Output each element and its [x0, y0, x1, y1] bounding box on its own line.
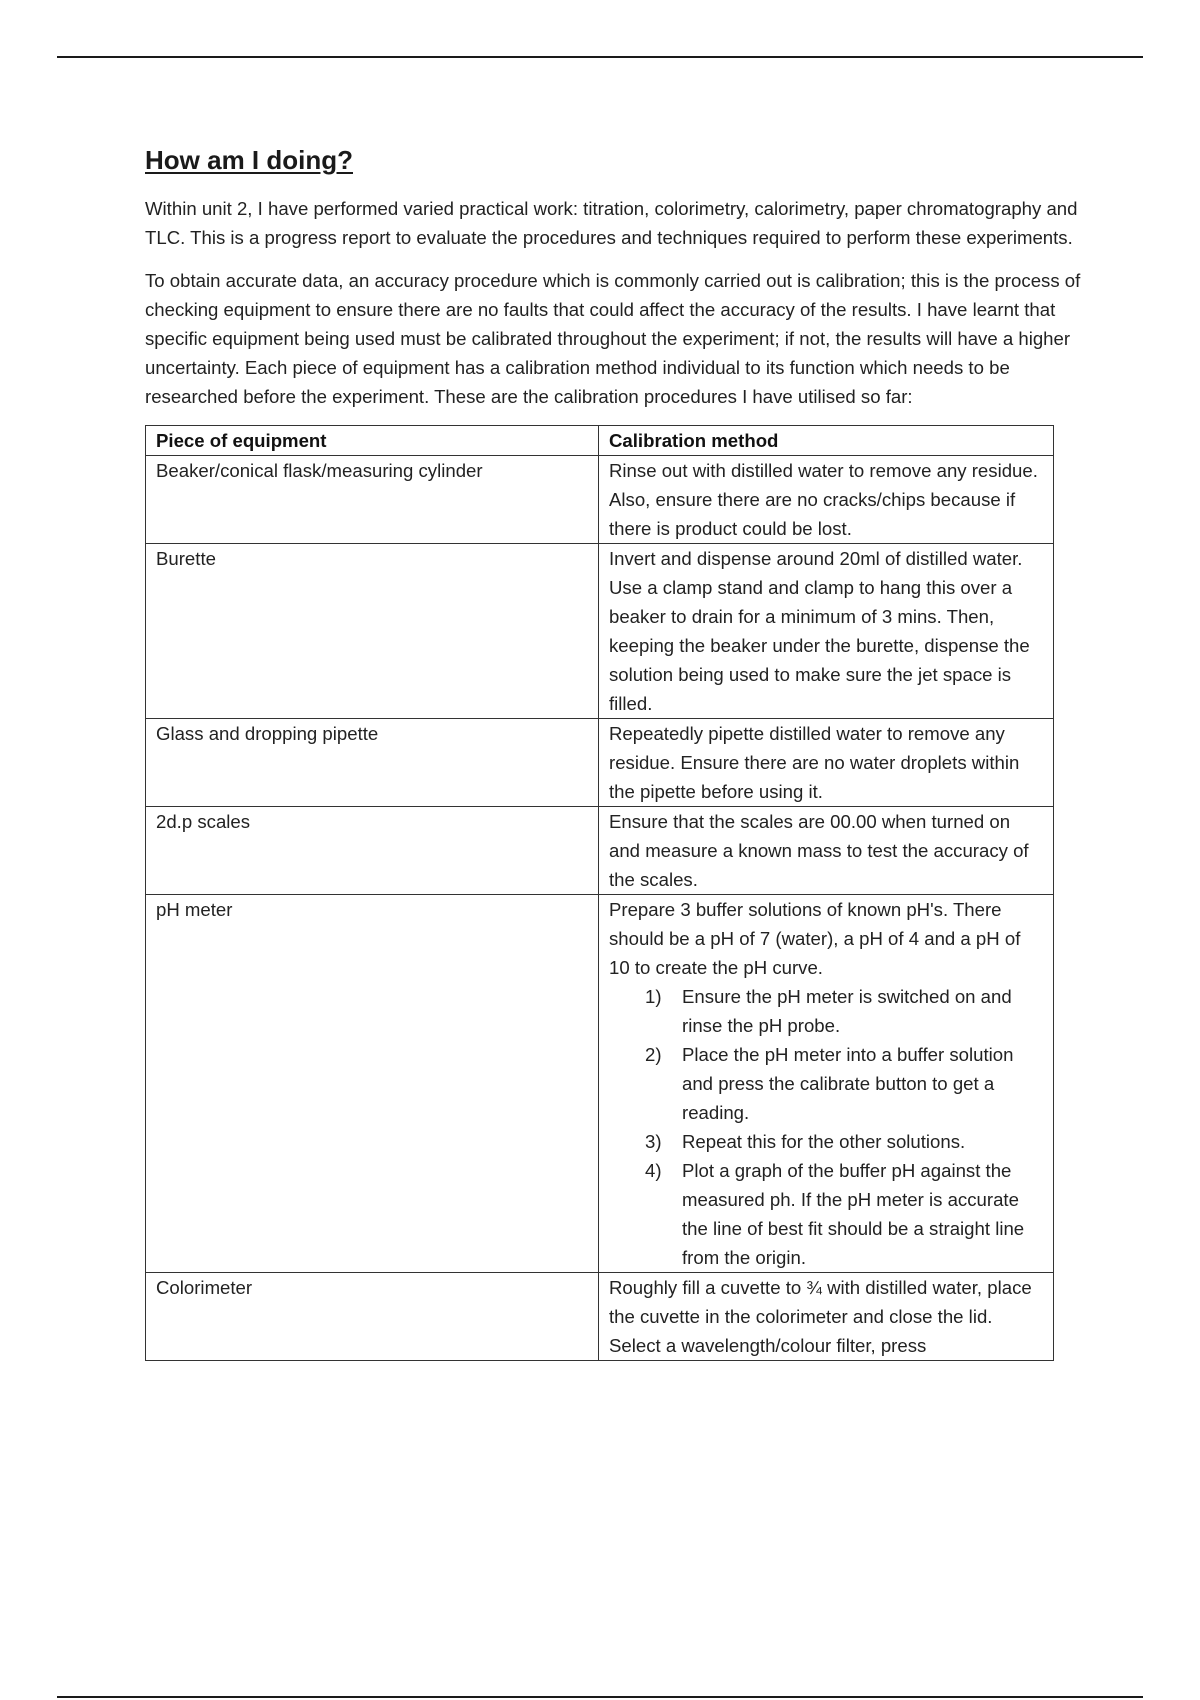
table-row: [146, 806, 1054, 894]
table-row: [146, 543, 1054, 718]
table-row: [146, 718, 1054, 806]
header-rule: [57, 56, 1143, 58]
intro-paragraph: Within unit 2, I have performed varied practical work: titration, colorimetry, calorimetry, paper chromatography and TLC. This is a progress report to evaluate the procedures and techniques required to perform these experiments.: [145, 197, 1078, 248]
column-header-method: Calibration method: [599, 425, 1054, 455]
method-cell: Repeatedly pipette distilled water to remove any residue. Ensure there are no water droplets within the pipette before using it.: [599, 718, 1054, 806]
equipment-cell: Burette: [146, 543, 599, 718]
method-cell: Ensure that the scales are 00.00 when turned on and measure a known mass to test the accuracy of the scales.: [599, 806, 1054, 894]
step-number: 3): [645, 1130, 662, 1152]
equipment-cell: Beaker/conical flask/measuring cylinder: [146, 455, 599, 543]
page-title: How am I doing?: [145, 145, 353, 175]
equipment-cell: 2d.p scales: [146, 806, 599, 894]
calibration-paragraph: To obtain accurate data, an accuracy procedure which is commonly carried out is calibration; this is the process of checking equipment to ensure there are no faults that could affect the accuracy of the results. I have learnt that specific equipment being used must be calibrated throughout the experiment; if not, the results will have a higher uncertainty. Each piece of equipment has a calibration method individual to its function which needs to be researched before the experiment. These are the calibration procedures I have utilised so far:: [145, 269, 1081, 407]
method-cell: Invert and dispense around 20ml of distilled water. Use a clamp stand and clamp to hang this over a beaker to drain for a minimum of 3 mins. Then, keeping the beaker under the burette, dispense the solution being used to make sure the jet space is filled.: [599, 543, 1054, 718]
list-item: [609, 982, 1043, 1040]
document-body: [145, 144, 1085, 1361]
method-text: Prepare 3 buffer solutions of known pH's. There should be a pH of 7 (water), a pH of 4 and a pH of 10 to create the pH curve.: [609, 898, 1021, 978]
equipment-cell: pH meter: [146, 894, 599, 1272]
step-text: Plot a graph of the buffer pH against the measured ph. If the pH meter is accurate the line of best fit should be a straight line from the origin.: [682, 1159, 1025, 1268]
calibration-table: [145, 425, 1054, 1361]
list-item: [609, 1040, 1043, 1127]
step-number: 2): [645, 1043, 662, 1065]
step-number: 1): [645, 985, 662, 1007]
step-text: Place the pH meter into a buffer solution and press the calibrate button to get a reading.: [682, 1043, 1014, 1123]
method-cell: [599, 894, 1054, 1272]
step-text: Repeat this for the other solutions.: [682, 1130, 966, 1152]
list-item: [609, 1127, 1043, 1156]
table-row: [146, 1272, 1054, 1360]
step-number: 4): [645, 1159, 662, 1181]
table-header-row: [146, 425, 1054, 455]
table-row: [146, 894, 1054, 1272]
column-header-equipment: Piece of equipment: [146, 425, 599, 455]
method-cell: Rinse out with distilled water to remove any residue. Also, ensure there are no cracks/chips because if there is product could be lost.: [599, 455, 1054, 543]
table-row: [146, 455, 1054, 543]
list-item: [609, 1156, 1043, 1272]
equipment-cell: Colorimeter: [146, 1272, 599, 1360]
footer-rule: [57, 1696, 1143, 1698]
ph-calibration-steps: [609, 982, 1043, 1272]
equipment-cell: Glass and dropping pipette: [146, 718, 599, 806]
step-text: Ensure the pH meter is switched on and rinse the pH probe.: [682, 985, 1012, 1036]
method-cell: Roughly fill a cuvette to ¾ with distilled water, place the cuvette in the colorimeter and close the lid. Select a wavelength/colour filter, press: [599, 1272, 1054, 1360]
